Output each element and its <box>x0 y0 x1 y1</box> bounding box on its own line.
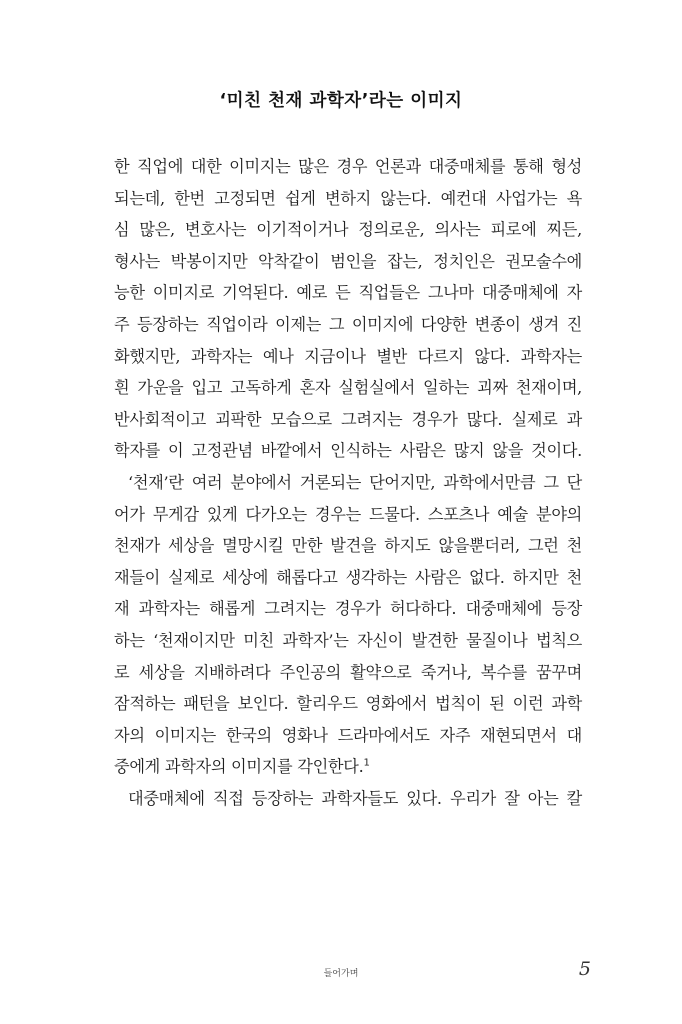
body-text <box>114 151 582 814</box>
text-line: 중에게 과학자의 이미지를 각인한다. <box>114 757 364 777</box>
paragraph-1 <box>114 151 582 467</box>
text-line-with-footnote <box>114 751 582 783</box>
text-line: 형사는 박봉이지만 악착같이 범인을 잡는, 정치인은 권모술수에 <box>114 251 582 271</box>
text-line: 하는 ‘천재이지만 미친 과학자’는 자신이 발견한 물질이나 법칙으 <box>114 630 582 650</box>
text-line: 흰 가운을 입고 고독하게 혼자 실험실에서 일하는 괴짜 천재이며, <box>114 378 582 398</box>
paragraph-2 <box>114 467 582 783</box>
text-line: 자의 이미지는 한국의 영화나 드라마에서도 자주 재현되면서 대 <box>114 725 582 745</box>
section-title: ‘미친 천재 과학자’라는 이미지 <box>219 91 463 111</box>
text-line: 로 세상을 지배하려다 주인공의 활약으로 죽거나, 복수를 꿈꾸며 <box>114 662 582 682</box>
text-line: 능한 이미지로 기억된다. 예로 든 직업들은 그나마 대중매체에 자 <box>114 283 582 303</box>
text-line: 재들이 실제로 세상에 해롭다고 생각하는 사람은 없다. 하지만 천 <box>114 567 582 587</box>
footnote-marker[interactable]: 1 <box>363 757 370 769</box>
text-line: 학자를 이 고정관념 바깥에서 인식하는 사람은 많지 않을 것이다. <box>114 441 582 461</box>
text-line: 주 등장하는 직업이라 이제는 그 이미지에 다양한 변종이 생겨 진 <box>114 314 582 334</box>
running-footer: 들어가며 <box>323 969 359 979</box>
text-line: 재 과학자는 해롭게 그려지는 경우가 허다하다. 대중매체에 등장 <box>114 599 582 619</box>
text-line: 화했지만, 과학자는 예나 지금이나 별반 다르지 않다. 과학자는 <box>114 346 582 366</box>
text-line: 천재가 세상을 멸망시킬 만한 발견을 하지도 않을뿐더러, 그런 천 <box>114 536 582 556</box>
text-line: 반사회적이고 괴팍한 모습으로 그려지는 경우가 많다. 실제로 과 <box>114 409 582 429</box>
page-number: 5 <box>578 958 591 980</box>
text-line: 되는데, 한번 고정되면 쉽게 변하지 않는다. 예컨대 사업가는 욕 <box>114 188 582 208</box>
paragraph-3 <box>114 783 582 815</box>
text-line: 대중매체에 직접 등장하는 과학자들도 있다. 우리가 잘 아는 칼 <box>128 788 582 808</box>
text-line: 잠적하는 패턴을 보인다. 할리우드 영화에서 법칙이 된 이런 과학 <box>114 694 582 714</box>
text-line: 심 많은, 변호사는 이기적이거나 정의로운, 의사는 피로에 찌든, <box>114 220 582 240</box>
text-line: ‘천재’란 여러 분야에서 거론되는 단어지만, 과학에서만큼 그 단 <box>128 472 582 492</box>
text-line: 어가 무게감 있게 다가오는 경우는 드물다. 스포츠나 예술 분야의 <box>114 504 582 524</box>
text-line: 한 직업에 대한 이미지는 많은 경우 언론과 대중매체를 통해 형성 <box>114 157 582 176</box>
